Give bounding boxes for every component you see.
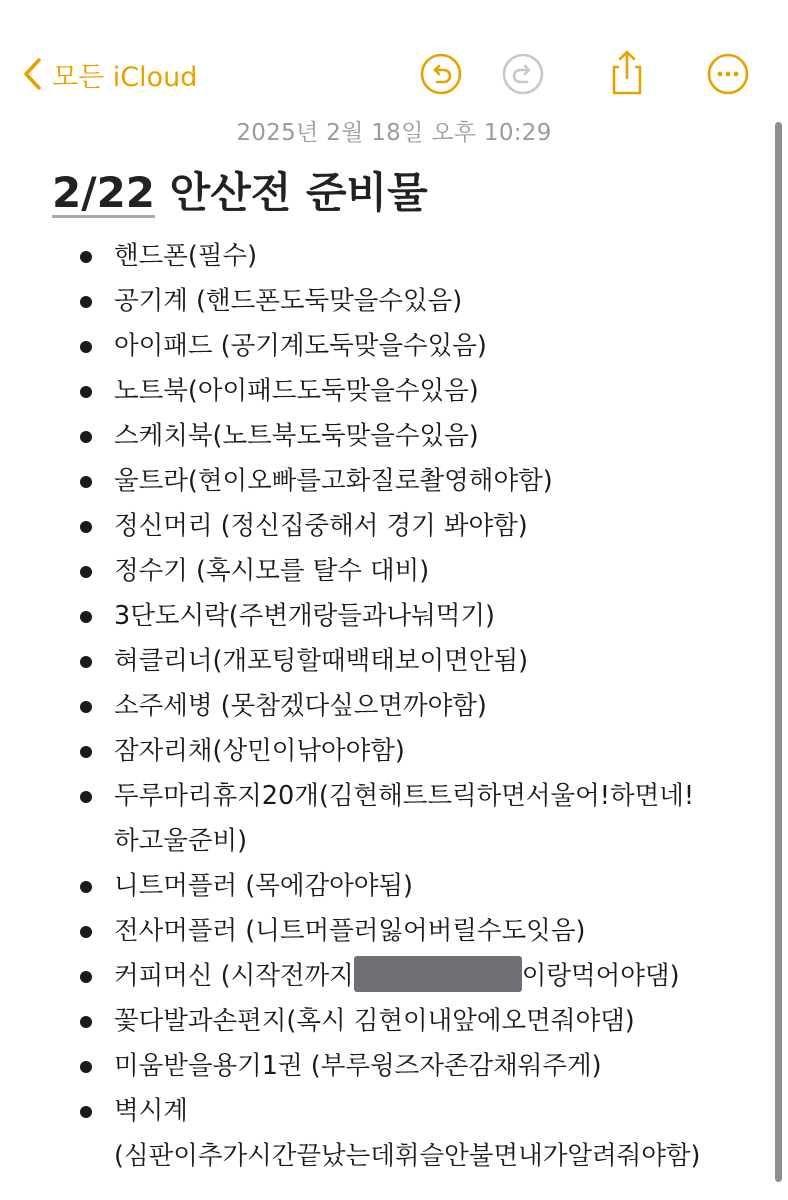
list-item-text: 니트머플러 (목에감아야됨) [114, 871, 413, 901]
toolbar [0, 48, 788, 100]
bullet [80, 566, 92, 578]
more-icon[interactable] [705, 51, 751, 97]
list-item [0, 504, 760, 549]
note-title-date-link[interactable]: 2/22 [52, 168, 156, 217]
list-item-text: 두루마리휴지20개(김현해트트릭하면서울어!하면네!하고울준비) [114, 781, 695, 856]
list-item-text: 이랑먹어야댐) [521, 961, 680, 991]
list-item-text: 공기계 (핸드폰도둑맞을수있음) [114, 286, 463, 316]
list-item-text: 아이패드 (공기계도둑맞을수있음) [114, 331, 487, 361]
bullet [80, 431, 92, 443]
list-item [0, 324, 760, 369]
list-item [0, 729, 760, 774]
list-item-text: 노트북(아이패드도둑맞을수있음) [114, 376, 479, 406]
redo-icon[interactable] [500, 51, 546, 97]
bullet [80, 611, 92, 623]
bullet [80, 521, 92, 533]
list-item [0, 369, 760, 414]
undo-icon[interactable] [418, 51, 464, 97]
list-item-text: 벽시계 (심판이추가시간끝났는데휘슬안불면내가알려줘야함) [114, 1096, 701, 1171]
list-item [0, 864, 760, 909]
list-item [0, 279, 760, 324]
list-item [0, 639, 760, 684]
chevron-left-icon [22, 57, 42, 91]
share-icon[interactable] [604, 48, 650, 98]
list-item-text: 혀클리너(개포팅할때백태보이면안됨) [114, 646, 529, 676]
list-item [0, 234, 760, 279]
list-item-text: 정신머리 (정신집중해서 경기 봐야함) [114, 511, 528, 541]
bullet [80, 701, 92, 713]
bullet [80, 296, 92, 308]
list-item-text: 잠자리채(상민이낚아야함) [114, 736, 405, 766]
bullet [80, 341, 92, 353]
list-item-text: 울트라(현이오빠를고화질로촬영해야함) [114, 466, 553, 496]
list-item [0, 684, 760, 729]
back-button-label: 모든 iCloud [52, 61, 198, 93]
bullet [80, 476, 92, 488]
bullet [80, 1106, 92, 1118]
bullet [80, 791, 92, 803]
list-item [0, 909, 760, 954]
bullet [80, 971, 92, 983]
list-item-text: 꽃다발과손편지(혹시 김현이내앞에오면줘야댐) [114, 1006, 635, 1036]
note-title-text: 안산전 준비물 [169, 168, 428, 217]
list-item-text: 전사머플러 (니트머플러잃어버릴수도잇음) [114, 916, 586, 946]
checklist[interactable] [0, 234, 760, 1179]
bullet [80, 926, 92, 938]
bullet [80, 1016, 92, 1028]
bullet [80, 656, 92, 668]
list-item-text: 소주세병 (못참겠다싶으면까야함) [114, 691, 487, 721]
list-item-text: 커피머신 (시작전까지 [114, 961, 354, 991]
redaction-block [354, 956, 522, 992]
list-item [0, 414, 760, 459]
list-item [0, 774, 760, 864]
bullet [80, 386, 92, 398]
note-date: 2025년 2월 18일 오후 10:29 [236, 120, 552, 146]
list-item [0, 594, 760, 639]
bullet [80, 251, 92, 263]
list-item-text: 스케치북(노트북도둑맞을수있음) [114, 421, 479, 451]
list-item [0, 954, 760, 999]
list-item [0, 1089, 760, 1179]
list-item [0, 999, 760, 1044]
bullet [80, 881, 92, 893]
scrollbar[interactable] [775, 122, 782, 1182]
bullet [80, 746, 92, 758]
note-title[interactable] [52, 160, 428, 220]
back-button[interactable] [22, 54, 197, 94]
list-item-text: 미움받을용기1권 (부루윙즈자존감채워주게) [114, 1051, 602, 1081]
list-item [0, 1044, 760, 1089]
list-item-text: 3단도시락(주변개랑들과나눠먹기) [114, 601, 495, 631]
list-item [0, 549, 760, 594]
list-item-text: 정수기 (혹시모를 탈수 대비) [114, 556, 430, 586]
bullet [80, 1061, 92, 1073]
list-item-text: 핸드폰(필수) [114, 241, 258, 271]
list-item [0, 459, 760, 504]
